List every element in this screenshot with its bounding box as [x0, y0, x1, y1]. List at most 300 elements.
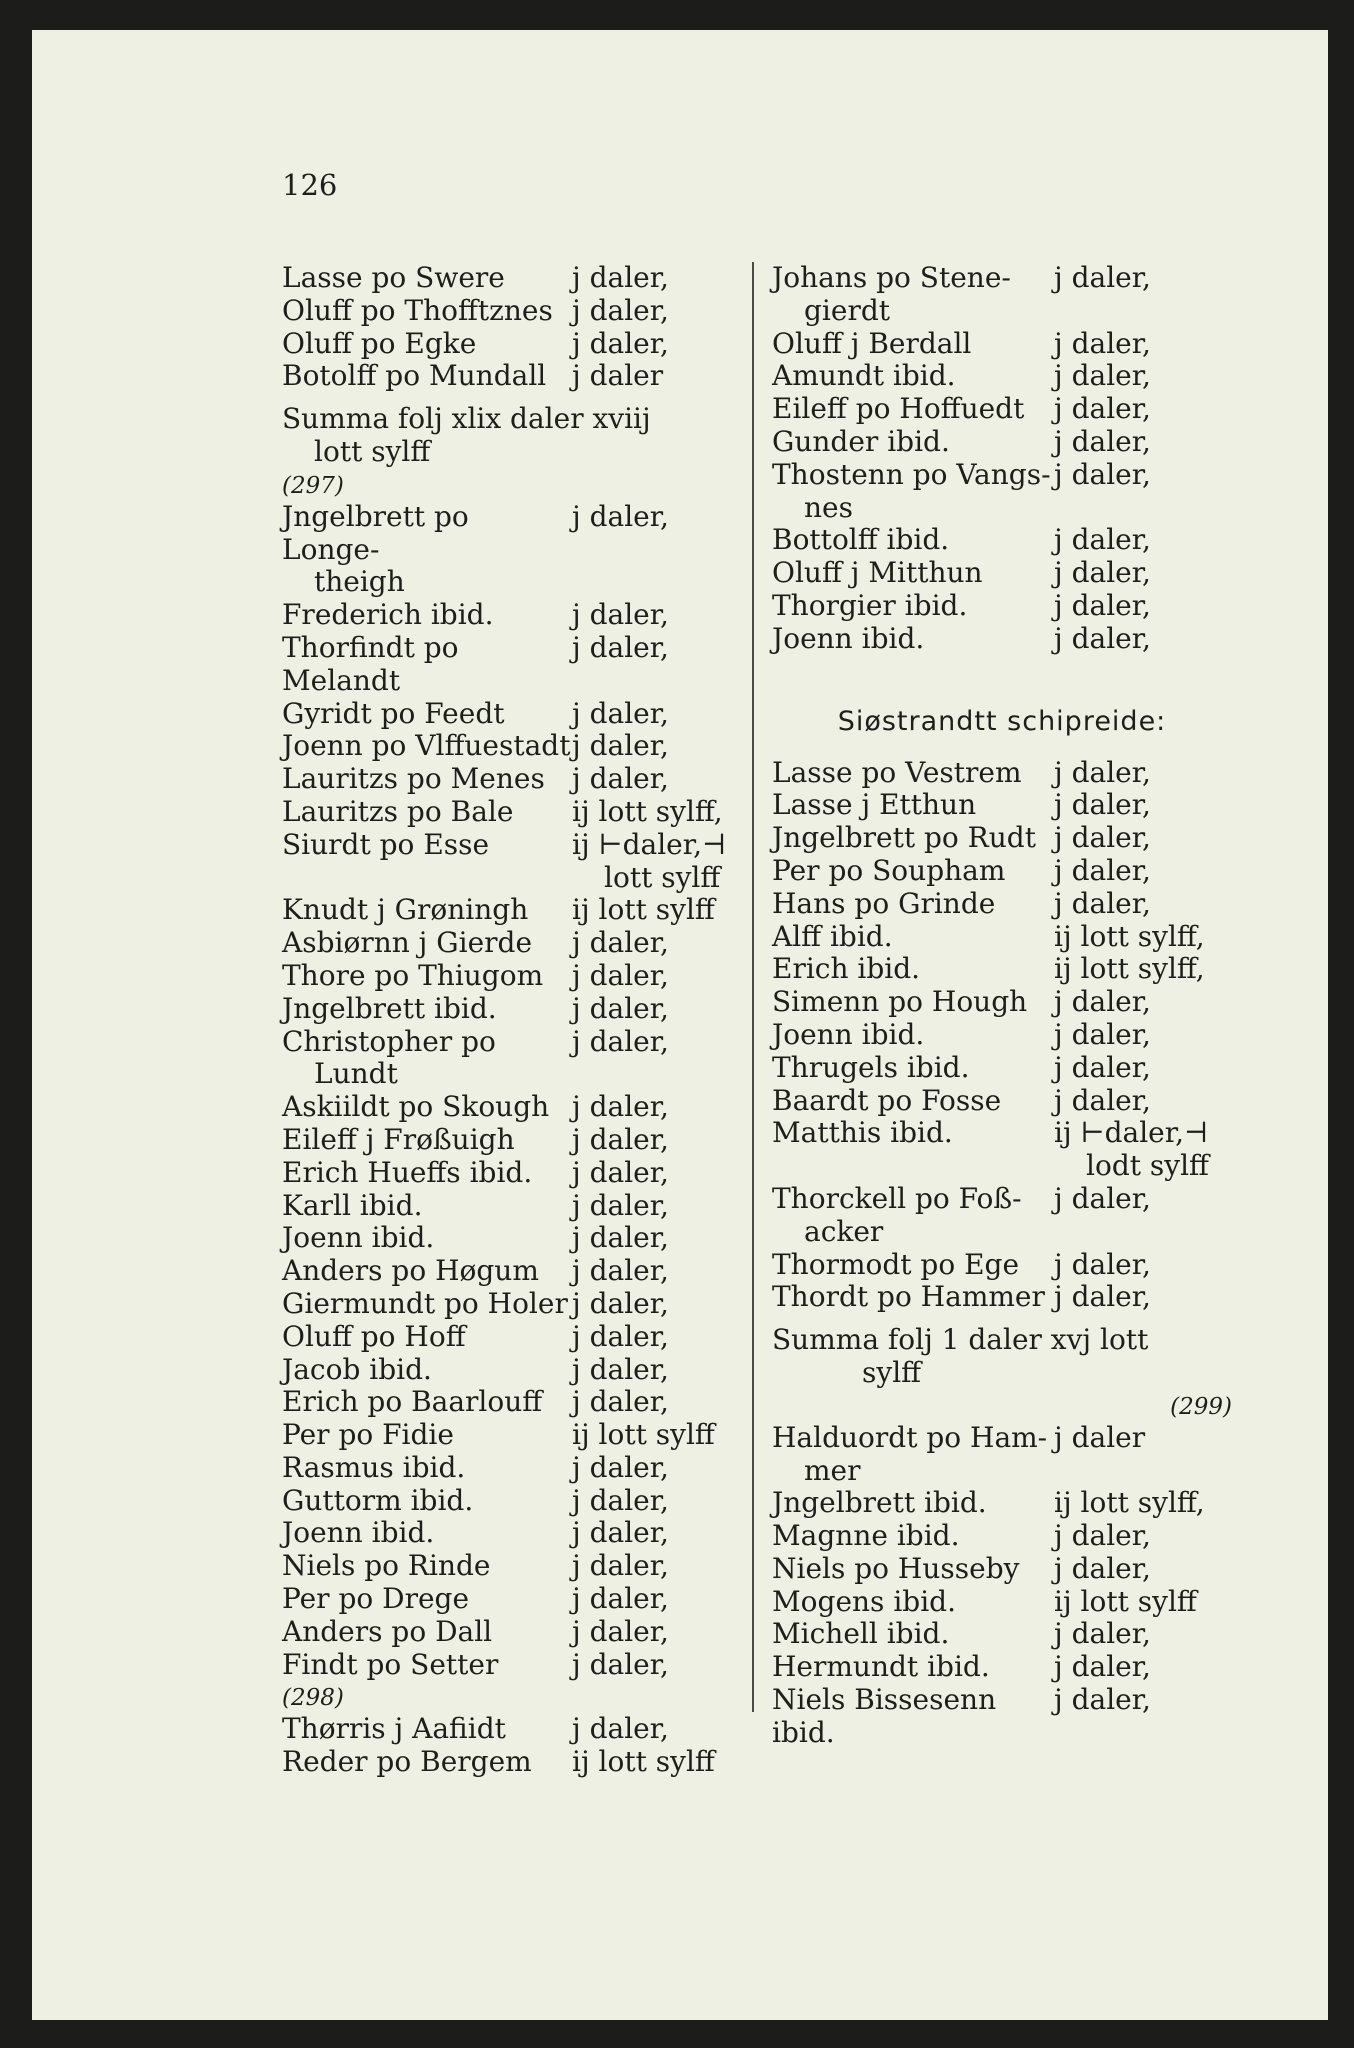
entry-amount-text: j daler,: [572, 1024, 669, 1058]
entry-name-text: Eileff j Frøßuigh: [282, 1122, 515, 1156]
entry-name-text: Alff ibid.: [772, 919, 893, 953]
summa-line-2: lott sylff: [314, 434, 431, 468]
entry-name: [282, 1124, 572, 1157]
entry-amount: [572, 632, 760, 698]
entry-row: [282, 1649, 760, 1682]
right-block-1: [772, 262, 1232, 656]
entry-amount-text: j daler,: [572, 1254, 669, 1288]
entry-amount: [572, 360, 760, 393]
entry-name-text: Jngelbrett po Longe-: [282, 499, 469, 566]
entry-name: [282, 1255, 572, 1288]
entry-row: [772, 426, 1232, 459]
entry-name-text: Knudt j Grøningh: [282, 893, 529, 927]
entry-amount-text: j daler,: [572, 1221, 669, 1255]
entry-name-text: Oluff po Egke: [282, 326, 477, 360]
entry-name-text: Thrugels ibid.: [772, 1050, 970, 1084]
entry-name-continuation: theigh: [314, 565, 405, 599]
entry-amount: [1054, 921, 1232, 954]
entry-amount: [1054, 328, 1232, 361]
entry-amount-text: j daler,: [572, 1319, 669, 1353]
entry-row: [772, 1281, 1232, 1314]
entry-amount-text: j daler,: [1054, 1181, 1151, 1215]
entry-amount: [1054, 1586, 1232, 1619]
summa-line-1: Summa folj 1 daler xvj lott: [772, 1323, 1149, 1357]
entry-amount: [572, 328, 760, 361]
entry-amount: [572, 295, 760, 328]
entry-name-text: Joenn po Vlffuestadt: [282, 729, 571, 763]
entry-name: [282, 1222, 572, 1255]
entry-name-text: Baardt po Fosse: [772, 1083, 1002, 1117]
entry-amount-text: j daler,: [572, 499, 669, 533]
entry-row: [282, 894, 760, 927]
entry-name: [282, 730, 572, 763]
page-marker: (298): [282, 1685, 344, 1712]
entry-row: [282, 1091, 760, 1124]
entry-amount: [572, 894, 760, 927]
entry-row: [282, 1190, 760, 1223]
entry-row: [282, 1616, 760, 1649]
entry-row: [282, 295, 760, 328]
entry-name: [282, 829, 572, 895]
entry-amount: [1054, 1422, 1232, 1488]
entry-amount-text: j daler,: [572, 1286, 669, 1320]
entry-name: [282, 1321, 572, 1354]
entry-name: [282, 1713, 572, 1746]
entry-amount-text: j daler,: [572, 598, 669, 632]
entry-row: [772, 328, 1232, 361]
entry-name-text: Asbiørnn j Gierde: [282, 926, 533, 960]
entry-amount: [572, 1124, 760, 1157]
entry-amount-text: j daler,: [1054, 1519, 1151, 1553]
entry-row: [772, 822, 1232, 855]
entry-amount-text: j daler,: [572, 1352, 669, 1386]
entry-amount: [572, 1713, 760, 1746]
entry-amount-text: j daler,: [572, 1385, 669, 1419]
entry-name: [772, 590, 1054, 623]
entry-name-text: Botolff po Mundall: [282, 359, 547, 393]
entry-amount: [1054, 986, 1232, 1019]
entry-row: [282, 1255, 760, 1288]
entry-name: [772, 1586, 1054, 1619]
entry-amount: [572, 1616, 760, 1649]
entry-amount-text: j daler,: [1054, 1017, 1151, 1051]
entry-row: [282, 1386, 760, 1419]
entry-amount: [572, 1288, 760, 1321]
entry-amount-text: j daler,: [572, 729, 669, 763]
entry-amount: [572, 1222, 760, 1255]
entry-amount: [1054, 1019, 1232, 1052]
entry-row: [282, 1713, 760, 1746]
entry-amount: [572, 1157, 760, 1190]
entry-amount-text: j daler,: [572, 696, 669, 730]
entry-row: [282, 1452, 760, 1485]
entry-row: [772, 590, 1232, 623]
entry-row: [772, 1651, 1232, 1684]
entry-amount-text: j daler,: [1054, 359, 1151, 393]
entry-amount-text: j daler,: [1054, 1083, 1151, 1117]
entry-amount-text: j daler,: [572, 926, 669, 960]
entry-name-text: Karll ibid.: [282, 1188, 423, 1222]
entry-name-text: Erich po Baarlouff: [282, 1385, 543, 1419]
entry-name-text: Thore po Thiugom: [282, 958, 544, 992]
entry-amount: [1054, 459, 1232, 525]
entry-name: [282, 1190, 572, 1223]
entry-name-text: Per po Soupham: [772, 853, 1006, 887]
entry-amount: [572, 1091, 760, 1124]
entry-name: [282, 501, 572, 599]
entry-amount-text: j daler,: [1054, 1050, 1151, 1084]
entry-row: [772, 262, 1232, 328]
entry-name: [282, 1485, 572, 1518]
entry-name-text: Oluff j Berdall: [772, 326, 972, 360]
entry-name-text: Thordt po Hammer: [772, 1280, 1045, 1314]
entry-amount-text: j daler,: [1054, 457, 1151, 491]
entry-name: [772, 623, 1054, 656]
entry-name: [772, 1183, 1054, 1249]
entry-amount-text: ij lott sylff,: [572, 794, 723, 828]
entry-amount-text: j daler,: [1054, 1683, 1151, 1717]
entry-amount: [572, 1190, 760, 1223]
entry-name: [282, 1288, 572, 1321]
entry-amount: [1054, 1684, 1232, 1750]
entry-amount: [1054, 1520, 1232, 1553]
entry-row: [282, 501, 760, 599]
entry-amount: [572, 763, 760, 796]
entry-amount-text: j daler,: [572, 1647, 669, 1681]
entry-name-continuation: gierdt: [804, 293, 891, 327]
entry-name-text: Thorgier ibid.: [772, 588, 968, 622]
entry-name: [282, 1517, 572, 1550]
entry-row: [772, 757, 1232, 790]
entry-row: [282, 829, 760, 895]
entry-name: [772, 360, 1054, 393]
entry-name-text: Thorckell po Foß-: [772, 1181, 1022, 1215]
entry-name-text: Niels Bissesenn ibid.: [772, 1683, 997, 1749]
entry-name: [282, 632, 572, 698]
entry-amount-text: j daler,: [572, 991, 669, 1025]
entry-row: [772, 1183, 1232, 1249]
entry-row: [772, 855, 1232, 888]
entry-name-text: Oluff po Thofftznes: [282, 293, 553, 327]
entry-row: [282, 360, 760, 393]
entry-amount-text: j daler,: [1054, 1247, 1151, 1281]
entry-name-text: Niels po Rinde: [282, 1549, 491, 1583]
entry-amount-text: ij lott sylff: [572, 1418, 715, 1452]
entry-row: [282, 1157, 760, 1190]
entry-amount: [572, 599, 760, 632]
entry-amount-text: j daler,: [572, 1582, 669, 1616]
entry-row: [282, 1583, 760, 1616]
entry-row: [282, 1517, 760, 1550]
entry-name-text: Jngelbrett ibid.: [772, 1486, 987, 1520]
section-heading: Siøstrandtt schipreide:: [837, 705, 1167, 737]
entry-amount-text: ij lott sylff: [572, 1745, 715, 1779]
entry-amount: [1054, 524, 1232, 557]
entry-amount-text: j daler,: [1054, 392, 1151, 426]
entry-name-text: Oluff po Hoff: [282, 1319, 466, 1353]
entry-row: [282, 1550, 760, 1583]
entry-amount: [1054, 1618, 1232, 1651]
entry-amount-text: j daler,: [1054, 326, 1151, 360]
page: [32, 30, 1328, 2020]
entry-amount: [1054, 1085, 1232, 1118]
entry-row: [772, 1117, 1232, 1183]
entry-row: [282, 1419, 760, 1452]
entry-row: [282, 1354, 760, 1387]
entry-name-text: Thormodt po Ege: [772, 1247, 1020, 1281]
entry-name-text: Erich ibid.: [772, 952, 921, 986]
entry-name: [772, 855, 1054, 888]
entry-amount-text: j daler,: [1054, 621, 1151, 655]
entry-name: [282, 1386, 572, 1419]
entry-row: [772, 1052, 1232, 1085]
entry-amount: [572, 1321, 760, 1354]
entry-amount-text: j daler,: [572, 1155, 669, 1189]
entry-amount: [572, 1746, 760, 1779]
entry-name-text: Thostenn po Vangs-: [772, 457, 1051, 491]
entry-amount-text: j daler,: [572, 1549, 669, 1583]
entry-row: [772, 1085, 1232, 1118]
left-block-1: [282, 262, 760, 393]
entry-name: [282, 1157, 572, 1190]
entry-name: [282, 1026, 572, 1092]
left-block-2: [282, 501, 760, 1682]
entry-amount: [572, 1354, 760, 1387]
entry-row: [772, 1019, 1232, 1052]
entry-name: [772, 822, 1054, 855]
entry-row: [772, 1618, 1232, 1651]
entry-name: [282, 698, 572, 731]
entry-amount: [1054, 1281, 1232, 1314]
entry-amount-text: ij lott sylff,: [1054, 1486, 1205, 1520]
entry-name: [282, 1746, 572, 1779]
entry-name-text: Johans po Stene-: [772, 261, 1011, 294]
summa-line: [772, 1324, 1232, 1390]
entry-row: [282, 1124, 760, 1157]
entry-name-text: Anders po Dall: [282, 1614, 493, 1648]
entry-amount-text: ij lott sylff,: [1054, 919, 1205, 953]
entry-amount: [572, 698, 760, 731]
entry-name: [282, 763, 572, 796]
entry-amount-text: j daler,: [1054, 853, 1151, 887]
entry-name-text: Mogens ibid.: [772, 1584, 956, 1618]
entry-row: [772, 1553, 1232, 1586]
entry-row: [772, 921, 1232, 954]
entry-name: [772, 1085, 1054, 1118]
entry-name: [282, 796, 572, 829]
entry-amount-text: j daler,: [1054, 588, 1151, 622]
entry-name: [282, 1452, 572, 1485]
entry-row: [772, 393, 1232, 426]
entry-amount: [1054, 1117, 1232, 1183]
entry-name: [282, 328, 572, 361]
entry-name: [772, 757, 1054, 790]
entry-name-text: Bottolff ibid.: [772, 523, 950, 557]
entry-name: [772, 789, 1054, 822]
entry-row: [772, 1487, 1232, 1520]
right-column: [772, 262, 1232, 1750]
summa-line: [282, 403, 760, 469]
entry-name: [282, 960, 572, 993]
entry-name: [772, 1651, 1054, 1684]
entry-name-text: Thørris j Aafiidt: [282, 1712, 506, 1746]
summa-line-1: Summa folj xlix daler xviij: [282, 402, 651, 436]
entry-name-text: Magnne ibid.: [772, 1519, 960, 1553]
entry-amount-text: j daler,: [1054, 261, 1151, 294]
entry-row: [282, 632, 760, 698]
page-number: 126: [282, 168, 338, 202]
entry-amount-continuation: lott sylff: [604, 860, 721, 894]
entry-amount: [572, 927, 760, 960]
entry-name-text: Simenn po Hough: [772, 985, 1028, 1019]
entry-row: [772, 557, 1232, 590]
entry-name-text: Jngelbrett ibid.: [282, 991, 497, 1025]
entry-name-text: Anders po Høgum: [282, 1254, 539, 1288]
entry-row: [772, 1422, 1232, 1488]
entry-amount: [1054, 1249, 1232, 1282]
entry-amount: [572, 829, 760, 895]
entry-amount-text: ij lott sylff: [572, 893, 715, 927]
entry-name: [772, 1249, 1054, 1282]
entry-name-text: Halduordt po Ham-: [772, 1420, 1048, 1454]
entry-amount-text: j daler,: [572, 293, 669, 327]
entry-name-text: Oluff j Mitthun: [772, 556, 983, 590]
entry-row: [282, 599, 760, 632]
entry-amount: [572, 796, 760, 829]
entry-amount-text: j daler,: [1054, 886, 1151, 920]
entry-amount-text: j daler,: [572, 1712, 669, 1746]
entry-amount: [1054, 426, 1232, 459]
entry-name-text: Joenn ibid.: [772, 1017, 925, 1051]
entry-amount: [572, 1583, 760, 1616]
entry-name-text: Joenn ibid.: [282, 1221, 435, 1255]
entry-name-text: Thorfindt po Melandt: [282, 630, 459, 697]
entry-row: [282, 927, 760, 960]
entry-amount-text: j daler: [1054, 1420, 1146, 1454]
entry-name-text: Askiildt po Skough: [282, 1090, 550, 1124]
entry-row: [282, 698, 760, 731]
entry-amount-text: j daler,: [572, 261, 669, 294]
entry-amount: [1054, 393, 1232, 426]
entry-row: [282, 1288, 760, 1321]
left-column: [282, 262, 760, 1779]
entry-amount: [1054, 623, 1232, 656]
entry-name: [282, 1091, 572, 1124]
entry-name: [772, 426, 1054, 459]
entry-row: [772, 1520, 1232, 1553]
entry-row: [772, 888, 1232, 921]
entry-amount-text: j daler,: [1054, 424, 1151, 458]
entry-amount-text: ij lott sylff: [1054, 1584, 1197, 1618]
entry-name: [772, 888, 1054, 921]
entry-amount-text: j daler,: [1054, 1280, 1151, 1314]
entry-name: [772, 1117, 1054, 1183]
entry-amount: [1054, 953, 1232, 986]
entry-name: [772, 1553, 1054, 1586]
entry-name-text: Lauritzs po Bale: [282, 794, 514, 828]
entry-row: [282, 796, 760, 829]
entry-name-text: Jngelbrett po Rudt: [772, 821, 1036, 855]
entry-amount-text: j daler,: [1054, 1617, 1151, 1651]
entry-row: [282, 730, 760, 763]
entry-name-text: Siurdt po Esse: [282, 827, 490, 861]
entry-amount: [1054, 262, 1232, 328]
entry-name: [772, 921, 1054, 954]
entry-amount-text: ij lott sylff,: [1054, 952, 1205, 986]
page-marker: (297): [282, 472, 344, 499]
entry-name: [772, 1052, 1054, 1085]
entry-amount-text: j daler,: [1054, 1650, 1151, 1684]
entry-row: [282, 960, 760, 993]
entry-name: [282, 1550, 572, 1583]
entry-row: [282, 993, 760, 1026]
entry-amount: [572, 1419, 760, 1452]
entry-name: [282, 1649, 572, 1682]
entry-name: [772, 1487, 1054, 1520]
entry-name: [282, 1616, 572, 1649]
entry-amount-text: j daler,: [1054, 556, 1151, 590]
entry-name: [282, 360, 572, 393]
entry-name-text: Hans po Grinde: [772, 886, 996, 920]
entry-name-text: Frederich ibid.: [282, 598, 494, 632]
page-marker: (299): [1170, 1393, 1232, 1420]
entry-row: [772, 953, 1232, 986]
entry-name-text: Joenn ibid.: [282, 1516, 435, 1550]
entry-amount: [1054, 1183, 1232, 1249]
entry-name-text: Lauritzs po Menes: [282, 762, 545, 796]
entry-name-text: Gyridt po Feedt: [282, 696, 505, 730]
entry-name-text: Hermundt ibid.: [772, 1650, 990, 1684]
entry-amount: [572, 1550, 760, 1583]
entry-name: [772, 1618, 1054, 1651]
entry-amount-text: j daler,: [572, 958, 669, 992]
entry-name-text: Giermundt po Holer: [282, 1286, 568, 1320]
entry-amount: [1054, 557, 1232, 590]
entry-amount-text: j daler,: [1054, 523, 1151, 557]
entry-name-text: Guttorm ibid.: [282, 1483, 474, 1517]
entry-row: [282, 328, 760, 361]
entry-row: [772, 986, 1232, 1019]
entry-name: [772, 393, 1054, 426]
entry-name-text: Gunder ibid.: [772, 424, 950, 458]
entry-row: [772, 1586, 1232, 1619]
entry-amount: [572, 1386, 760, 1419]
entry-name: [772, 1422, 1054, 1488]
entry-name-text: Lasse po Swere: [282, 261, 505, 294]
entry-amount: [572, 993, 760, 1026]
entry-amount-text: j daler,: [572, 1614, 669, 1648]
entry-row: [772, 1684, 1232, 1750]
entry-amount-text: j daler,: [572, 630, 669, 664]
entry-name-text: Matthis ibid.: [772, 1116, 953, 1150]
entry-amount: [1054, 590, 1232, 623]
entry-amount: [572, 1026, 760, 1092]
entry-name-text: Rasmus ibid.: [282, 1450, 466, 1484]
column-divider: [752, 262, 754, 1712]
summa-line-2: sylff: [862, 1355, 922, 1389]
entry-name: [282, 262, 572, 295]
entry-row: [282, 262, 760, 295]
entry-name-text: Michell ibid.: [772, 1617, 950, 1651]
entry-amount-text: j daler,: [572, 1483, 669, 1517]
entry-name: [772, 262, 1054, 328]
entry-name-text: Christopher po: [282, 1024, 496, 1058]
entry-name-text: Eileff po Hoffuedt: [772, 392, 1025, 426]
entry-amount: [572, 262, 760, 295]
entry-amount: [572, 730, 760, 763]
entry-row: [282, 1026, 760, 1092]
entry-amount: [1054, 1651, 1232, 1684]
